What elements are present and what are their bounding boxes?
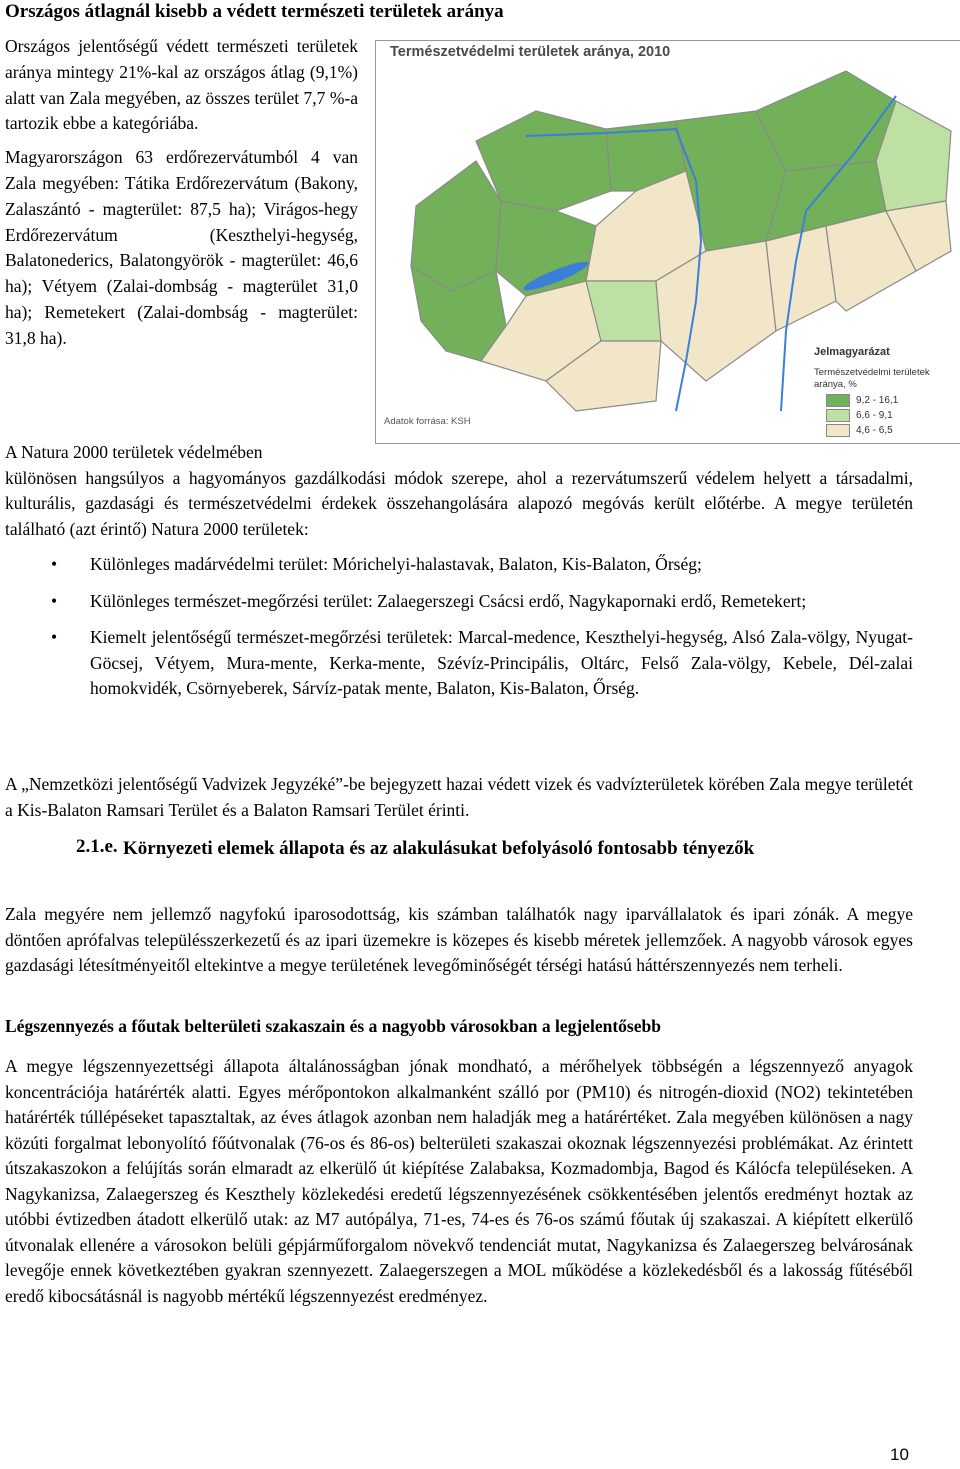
- natura-site-list: [5, 552, 913, 713]
- county-vas: [411, 161, 501, 291]
- list-item: • Különleges természet-megőrzési terület: Zalaegerszegi Csácsi erdő, Nagykapornaki erdő, Remetekert;: [51, 590, 807, 611]
- page-number: 10: [890, 1445, 909, 1464]
- map-title: Természetvédelmi területek aránya, 2010: [390, 44, 671, 60]
- legend-item-high: 9,2 - 16,1: [826, 394, 898, 407]
- paragraph-forest-reserves: Magyarországon 63 erdőrezervátumból 4 van Zala megyében: Tátika Erdőrezervátum (Bakony, Zalaszántó - magterület: 87,5 ha); Virágos-hegy Erdőrezervátum (Keszthelyi-hegység, Balatonederics, Balatongyörök - magterület: 46,6 ha); Vétyem (Zalai-dombság - magterület 31,0 ha); Remetekert (Zalai-dombság - magterület: 31,8 ha).: [5, 147, 358, 348]
- map-source: Adatok forrása: KSH: [384, 416, 471, 427]
- legend-swatch-high: [826, 394, 850, 407]
- list-item: • Különleges madárvédelmi terület: Mórichelyi-halastavak, Balaton, Kis-Balaton, Őrség;: [51, 554, 702, 574]
- left-text-column: [5, 34, 358, 360]
- paragraph-industry: Zala megyére nem jellemző nagyfokú iparosodottság, kis számban találhatók nagy iparvállalatok és ipari zónák. A megye döntően aprófalvas településszerkezetű és az ipari üzemekre is közepes és kisebb méretek jellemzőek. A nagyobb városok egyes gazdasági létesítményeitől eltekintve a megye területének levegőminőségét térségi hatású háttérszennyezés nem terheli.: [5, 904, 913, 975]
- subheading-air-pollution: Légszennyezés a főutak belterületi szakaszain és a nagyobb városokban a legjelentősebb: [5, 1016, 661, 1036]
- paragraph-natura-2000: [5, 440, 913, 542]
- paragraph-ramsar: A „Nemzetközi jelentőségű Vadvizek Jegyzéké”-be bejegyzett hazai védett vizek és vadvízterületek körében Zala megye területét a Kis-Balaton Ramsari Terület és a Balaton Ramsari Terület érinti.: [5, 774, 913, 820]
- legend-swatch-low: [826, 424, 850, 437]
- list-item: • Kiemelt jelentőségű természet-megőrzési területek: Marcal-medence, Keszthelyi-hegység, Alsó Zala-völgy, Nyugat-Göcsej, Vétyem, Mura-mente, Kerka-mente, Szévíz-Principális, Oltárc, Felső Zala-völgy, Kebele, Dél-zalai homokvidék, Csörnyeberek, Sárvíz-patak mente, Balaton, Kis-Balaton, Őrség.: [51, 627, 913, 698]
- section-title: Környezeti elemek állapota és az alakulásukat befolyásoló fontosabb tényezők: [123, 838, 755, 859]
- section-number: 2.1.e.: [76, 836, 118, 857]
- map-legend: [814, 346, 954, 391]
- protected-areas-map: [375, 40, 960, 444]
- legend-subtitle: Természetvédelmi területek aránya, %: [814, 367, 930, 390]
- section-heading: Országos átlagnál kisebb a védett természeti területek aránya: [5, 1, 504, 22]
- legend-title: Jelmagyarázat: [814, 346, 890, 358]
- natura-rest: különösen hangsúlyos a hagyományos gazdálkodási módok szerepe, ahol a rezervátumszerű védelem helyett a társadalmi, kulturális, gazdasági és természetvédelmi érdekek összehangolására alapozó megóvás került előtérbe. A megye területén található (azt érintő) Natura 2000 területek:: [5, 467, 913, 539]
- county-csongrad: [766, 226, 836, 331]
- paragraph-air-quality: A megye légszennyezettségi állapota általánosságban jónak mondható, a mérőhelyek többségén a légszennyező anyagok koncentrációja határérték alatti. Egyes mérőpontokon alkalmanként szálló por (PM10) és nitrogén-dioxid (NO2) tekintetében határérték túllépéseket tapasztaltak, az éves átlagok azonban nem haladják meg a határértéket. Zala megyében különösen a nagy közúti forgalmat lebonyolító főútvonalak (76-os és 86-os) belterületi szakaszai okoznak légszennyezési problémákat. Az érintett útszakaszokon a felújítás során elmaradt az elkerülő út kiépítése Zalabaksa, Kozmadombja, Bagod és Kálócfa településeken. A Nagykanizsa, Zalaegerszeg és Keszthely közlekedési eredetű légszennyezésének csökkentésében jelentős eredményt hoztak az utóbbi évtizedben átadott elkerülő utak: az M7 autópálya, 71-es, 74-es és 76-os számú főutak új szakaszai. A kiépített elkerülő útvonalak ellenére a városokon belüli gépjárműforgalom növekvő tendenciát mutat, Nagykanizsa és Zalaegerszeg belvárosának levegője ennek következtében gyakran szennyezett. Zalaegerszegen a MOL működése a közlekedésből és a lakosság fűtéséből eredő kibocsátásnál is nagyobb mértékű légszennyezést eredményez.: [5, 1056, 913, 1306]
- legend-swatch-medium: [826, 409, 850, 422]
- legend-item-medium: 6,6 - 9,1: [826, 409, 893, 422]
- natura-first-line: A Natura 2000 területek védelmében: [5, 442, 263, 462]
- legend-item-low: 4,6 - 6,5: [826, 424, 893, 437]
- paragraph-protected-areas: Országos jelentőségű védett természeti területek aránya mintegy 21%-kal az országos átlag (9,1%) alatt van Zala megyében, az összes terület 7,7 %-a tartozik ebbe a kategóriába.: [5, 36, 358, 134]
